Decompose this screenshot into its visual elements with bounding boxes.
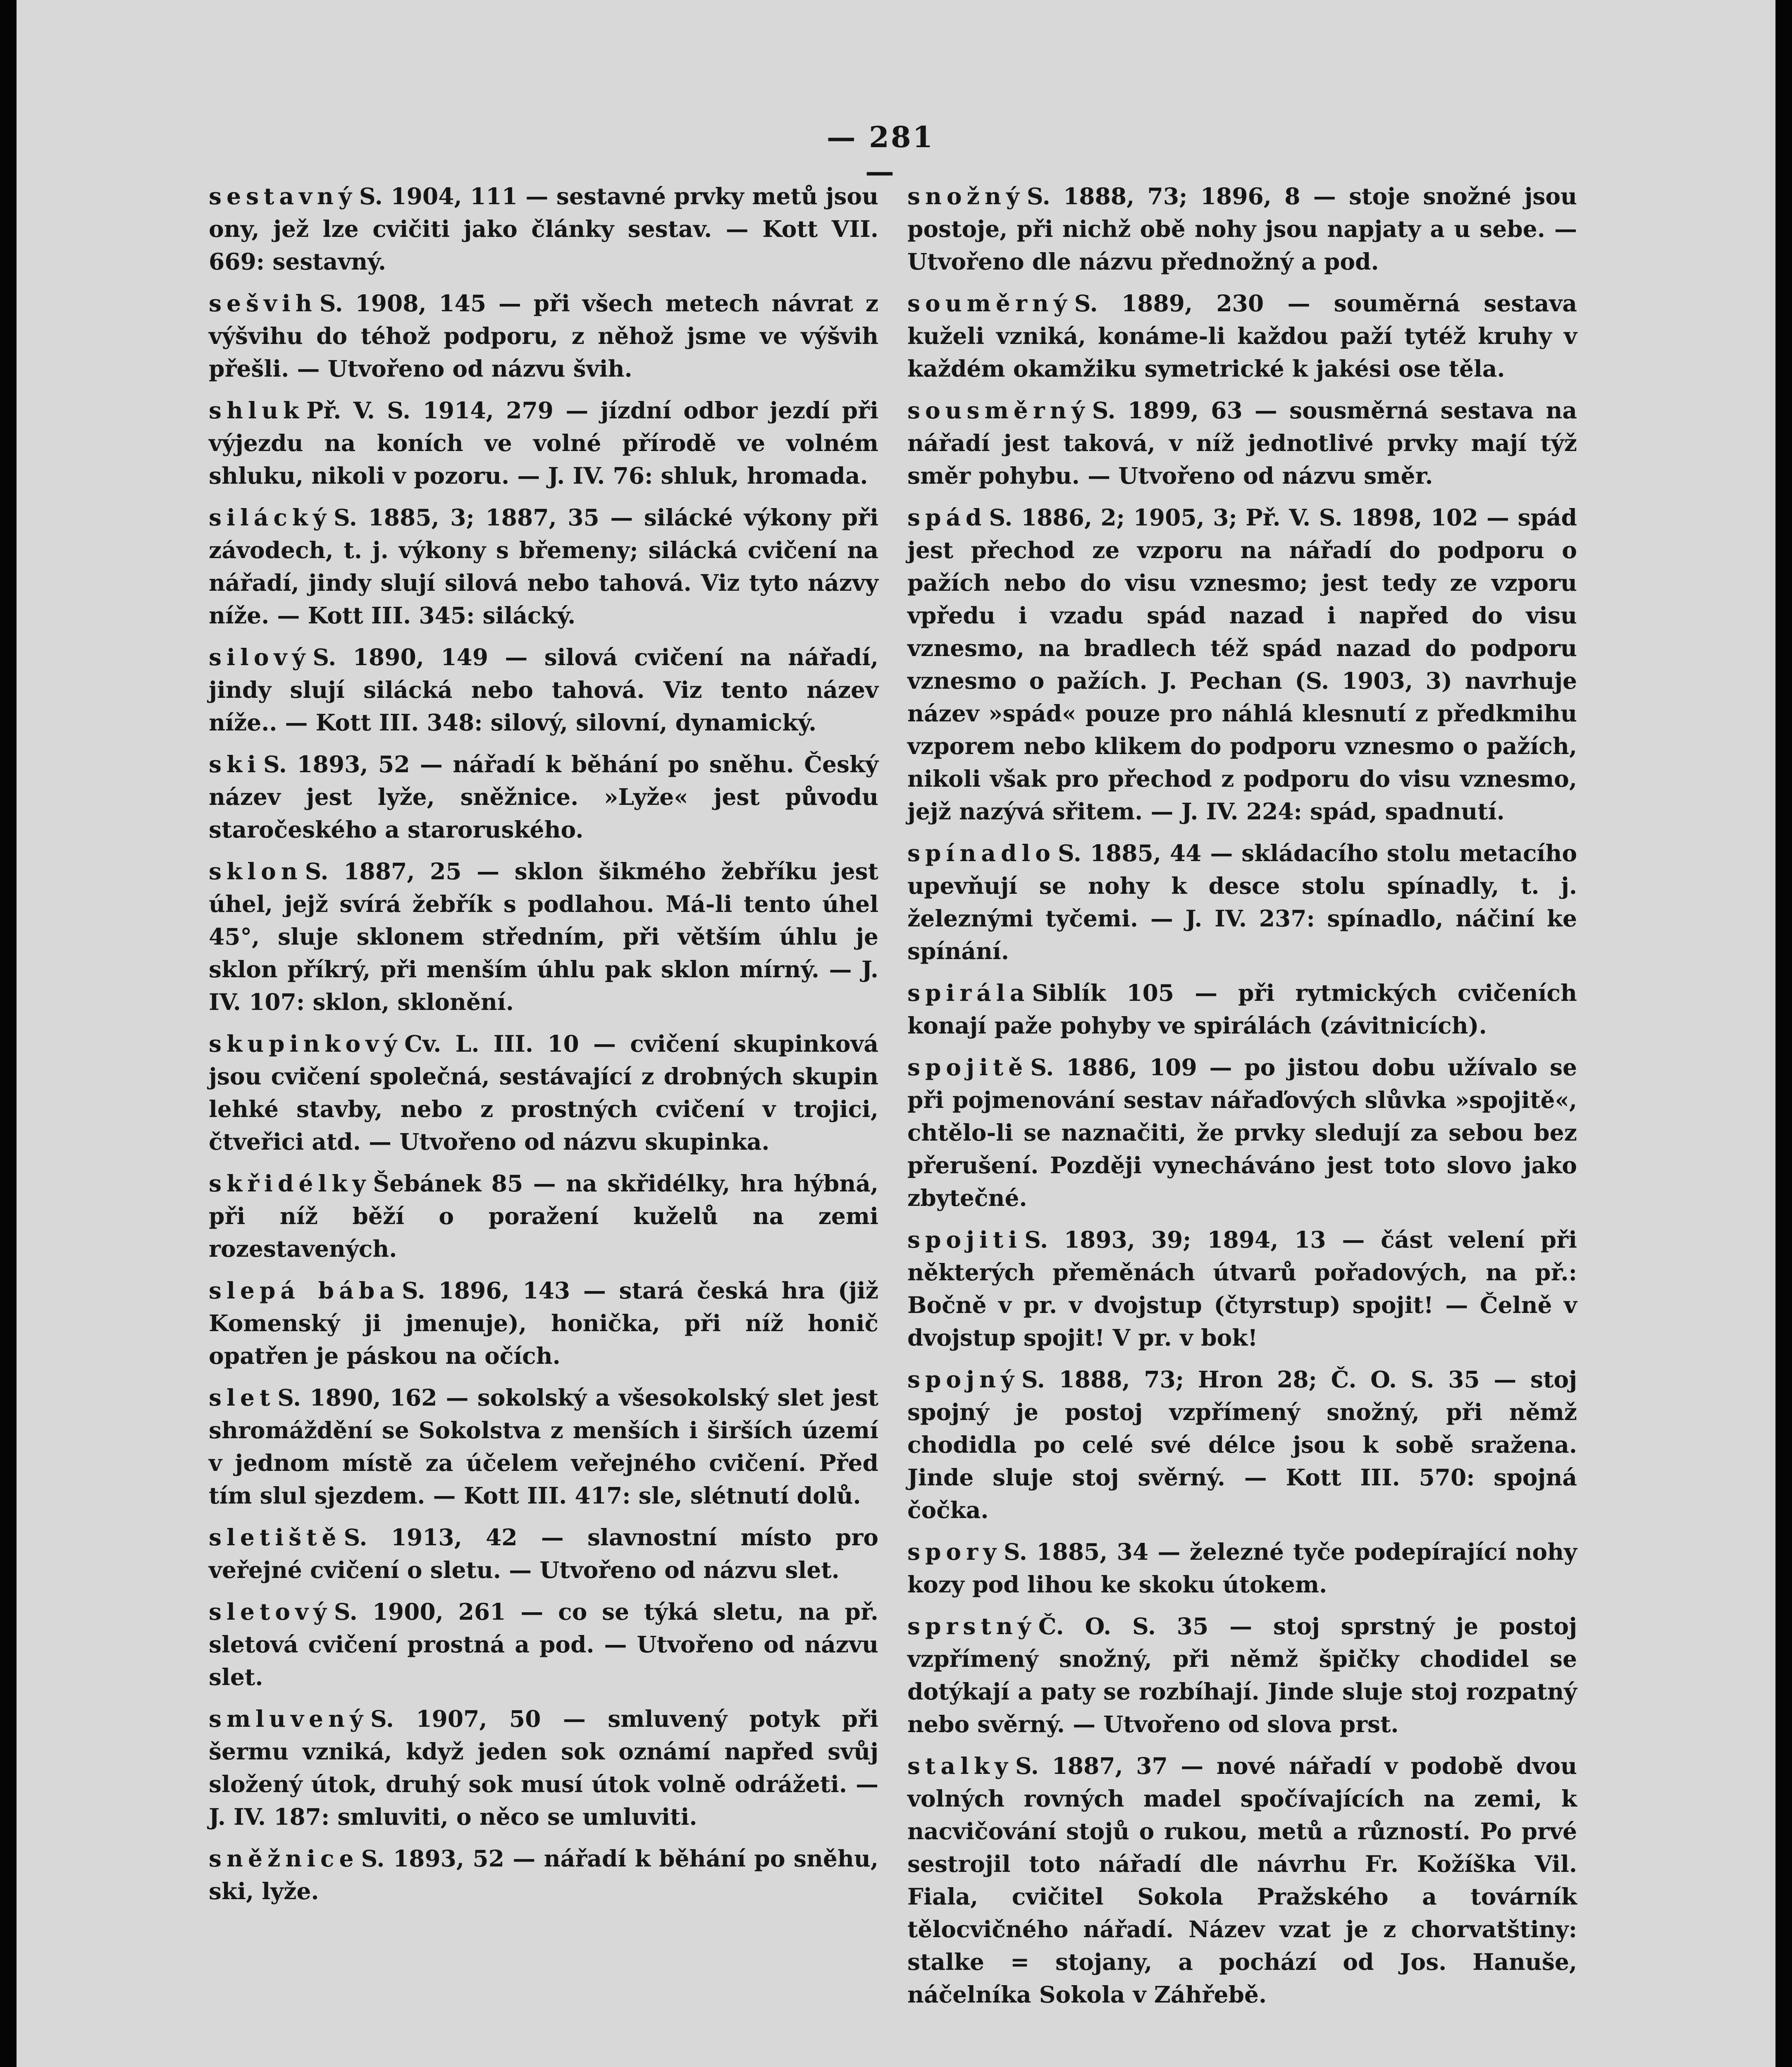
dictionary-entry [907,501,1577,828]
entry-headword: skupinkový [209,1030,402,1057]
entry-text: S. 1885, 44 — skládacího stolu metacího upevňují se nohy k desce stolu spínadly, t. j. železnými tyčemi. — J. IV. 237: spínadlo, náčiní ke spínání. [907,840,1577,964]
entry-text: S. 1885, 34 — železné tyče podepírající nohy kozy pod lihou ke skoku útokem. [907,1538,1577,1598]
entry-headword: silový [209,644,310,671]
entry-text: S. 1907, 50 — smluvený potyk při šermu vzniká, když jeden sok oznámí napřed svůj složený útok, druhý sok musí útok volně odrážeti. — J. IV. 187: smluviti, o něco se umluviti. [209,1705,878,1830]
entry-headword: sešvih [209,290,317,317]
right-column [907,180,1577,2020]
entry-text: S. 1887, 37 — nové nářadí v podobě dvou volných rovných madel spočívajících na zemi, k nacvičování stojů o rukou, metů a růzností. Po prvé sestrojil toto nářadí dle návrhu Fr. Kožíška Vil. Fiala, cvičitel Sokola Pražského a továrník tělocvičného nářadí. Název vzat je z chorvatštiny: stalke = stojany, a pochází od Jos. Hanuše, náčelníka Sokola v Záhřebě. [907,1752,1577,2008]
entry-headword: spojitě [907,1054,1028,1081]
dictionary-entry [907,1750,1577,2011]
entry-text: Siblík 105 — při rytmických cvičeních konají paže pohyby ve spirálách (závitnicích). [907,979,1577,1039]
entry-text: S. 1886, 109 — po jistou dobu užívalo se při pojmenování sestav nářaďových slůvka »spojitě«, chtělo-li se naznačiti, že prvky sledují za sebou bez přerušení. Později vynecháváno jest toto slovo jako zbytečné. [907,1054,1577,1211]
entry-text: S. 1900, 261 — co se týká sletu, na př. sletová cvičení prostná a pod. — Utvořeno od názvu slet. [209,1598,878,1690]
dictionary-entry [907,180,1577,278]
entry-headword: sprstný [907,1613,1036,1640]
entry-text: S. 1889, 230 — souměrná sestava kuželi vzniká, konáme-li každou paží tytéž kruhy v každém okamžiku symetrické k jakési ose těla. [907,290,1577,382]
entry-headword: slet [209,1384,275,1411]
entry-headword: spínadlo [907,840,1055,866]
entry-headword: smluvený [209,1705,368,1732]
dictionary-entry [209,1521,878,1586]
dictionary-entry [907,837,1577,967]
entry-text: Př. V. S. 1914, 279 — jízdní odbor jezdí při výjezdu na koních ve volné přírodě ve volném shluku, nikoli v pozoru. — J. IV. 76: shluk, hromada. [209,397,878,489]
dictionary-entry [209,1167,878,1265]
entry-headword: silácký [209,504,331,531]
dictionary-entry [907,1610,1577,1740]
entry-headword: shluk [209,397,304,424]
entry-headword: spojiti [907,1226,1022,1253]
entry-headword: sletiště [209,1524,341,1551]
dictionary-entry [907,976,1577,1042]
entry-headword: sklon [209,858,303,885]
entry-headword: spád [907,504,987,531]
entry-headword: sletový [209,1598,332,1625]
dictionary-entry [907,1051,1577,1214]
entry-text: S. 1890, 162 — sokolský a všesokolský slet jest shromáždění se Sokolstva z menších i širších území v jednom místě za účelem veřejného cvičení. Před tím slul sjezdem. — Kott III. 417: sle, slétnutí dolů. [209,1384,878,1509]
entry-headword: sněžnice [209,1845,359,1872]
dictionary-entry [209,287,878,385]
entry-text: S. 1899, 63 — sousměrná sestava na nářadí jest taková, v níž jednotlivé prvky mají týž směr pohybu. — Utvořeno od názvu směr. [907,397,1577,489]
entry-headword: sousměrný [907,397,1090,424]
entry-text: S. 1886, 2; 1905, 3; Př. V. S. 1898, 102 — spád jest přechod ze vzporu na nářadí do podporu o pažích nebo do visu vznesmo; jest tedy ze vzporu vpředu i vzadu spád nazad i napřed do visu vznesmo, na bradlech též spád nazad do podporu vznesmo o pažích. J. Pechan (S. 1903, 3) navrhuje název »spád« pouze pro náhlá klesnutí z předkmihu vzporem nebo klikem do podporu vznesmo o pažích, nikoli však pro přechod z podporu do visu vznesmo, jejž nazývá sřitem. — J. IV. 224: spád, spadnutí. [907,504,1577,825]
entry-headword: slepá bába [209,1277,399,1304]
entry-text: S. 1913, 42 — slavnostní místo pro veřejné cvičení o sletu. — Utvořeno od názvu slet. [209,1524,878,1583]
entry-text: S. 1885, 3; 1887, 35 — silácké výkony při závodech, t. j. výkony s břemeny; silácká cvičení na nářadí, jindy slují silová nebo tahová. Viz tyto názvy níže. — Kott III. 345: silácký. [209,504,878,629]
entry-headword: spirála [907,979,1030,1006]
entry-text: Cv. L. III. 10 — cvičení skupinková jsou cvičení společná, sestávající z drobných skupin lehké stavby, nebo z prostných cvičení v trojici, čtveřici atd. — Utvořeno od názvu skupinka. [209,1030,878,1155]
entry-text: S. 1896, 143 — stará česká hra (již Komenský ji jmenuje), honička, při níž honič opatřen je páskou na očích. [209,1277,879,1369]
dictionary-entry [907,1363,1577,1526]
dictionary-entry [907,287,1577,385]
entry-headword: skřidélky [209,1170,371,1197]
left-column [209,180,878,1917]
entry-headword: stalky [907,1752,1013,1779]
scan-edge-left [0,0,17,2067]
dictionary-entry [209,855,878,1018]
dictionary-entry [209,394,878,492]
entry-text: S. 1888, 73; 1896, 8 — stoje snožné jsou postoje, při nichž obě nohy jsou napjaty a u sebe. — Utvořeno dle názvu přednožný a pod. [907,183,1577,275]
entry-headword: spory [907,1538,1002,1565]
dictionary-entry [907,1535,1577,1601]
entry-text: S. 1893, 39; 1894, 13 — část velení při některých přeměnách útvarů pořadových, na př.: Bočně v pr. v dvojstup (čtyrstup) spojit! — Čelně v dvojstup spojit! V pr. v bok! [907,1226,1577,1351]
entry-text: S. 1908, 145 — při všech metech návrat z výšvihu do téhož podporu, z něhož jsme ve výšvih přešli. — Utvořeno od názvu švih. [209,290,878,382]
dictionary-entry [209,501,878,632]
scan-edge-right [1775,0,1792,2067]
dictionary-entry [209,1027,878,1158]
entry-text: S. 1890, 149 — silová cvičení na nářadí, jindy slují silácká nebo tahová. Viz tento název níže.. — Kott III. 348: silový, silovní, dynamický. [209,644,878,736]
entry-text: S. 1904, 111 — sestavné prvky metů jsou ony, jež lze cvičiti jako články sestav. — Kott VII. 669: sestavný. [209,183,878,275]
dictionary-entry [209,180,878,278]
entry-text: S. 1893, 52 — nářadí k běhání po sněhu, ski, lyže. [209,1845,878,1905]
entry-text: S. 1887, 25 — sklon šikmého žebříku jest úhel, jejž svírá žebřík s podlahou. Má-li tento úhel 45°, sluje sklonem středním, při větším úhlu je sklon příkrý, při menším úhlu pak sklon mírný. — J. IV. 107: sklon, sklonění. [209,858,878,1015]
dictionary-entry [209,641,878,739]
dictionary-entry [209,748,878,846]
entry-text: Šebánek 85 — na skřidélky, hra hýbná, při níž běží o poražení kuželů na zemi rozestavených. [209,1170,878,1262]
dictionary-entry [209,1842,878,1907]
entry-text: S. 1888, 73; Hron 28; Č. O. S. 35 — stoj spojný je postoj vzpřímený snožný, při němž chodidla po celé své délce jsou k sobě sražena. Jinde sluje stoj svěrný. — Kott III. 570: spojná čočka. [907,1366,1577,1523]
entry-headword: spojný [907,1366,1019,1393]
entry-text: S. 1893, 52 — nářadí k běhání po sněhu. Český název jest lyže, sněžnice. »Lyže« jest původu staročeského a staroruského. [209,751,878,843]
dictionary-entry [209,1595,878,1693]
entry-headword: ski [209,751,261,778]
dictionary-entry [907,394,1577,492]
dictionary-entry [907,1223,1577,1354]
entry-headword: sestavný [209,183,357,210]
entry-headword: snožný [907,183,1024,210]
entry-headword: souměrný [907,290,1072,317]
dictionary-entry [209,1274,878,1372]
entry-text: Č. O. S. 35 — stoj sprstný je postoj vzpřímený snožný, při němž špičky chodidel se dotýkají a paty se rozbíhají. Jinde sluje stoj rozpatný nebo svěrný. — Utvořeno od slova prst. [907,1613,1577,1738]
dictionary-entry [209,1381,878,1512]
dictionary-entry [209,1702,878,1833]
page-number: — 281 — [826,120,935,189]
